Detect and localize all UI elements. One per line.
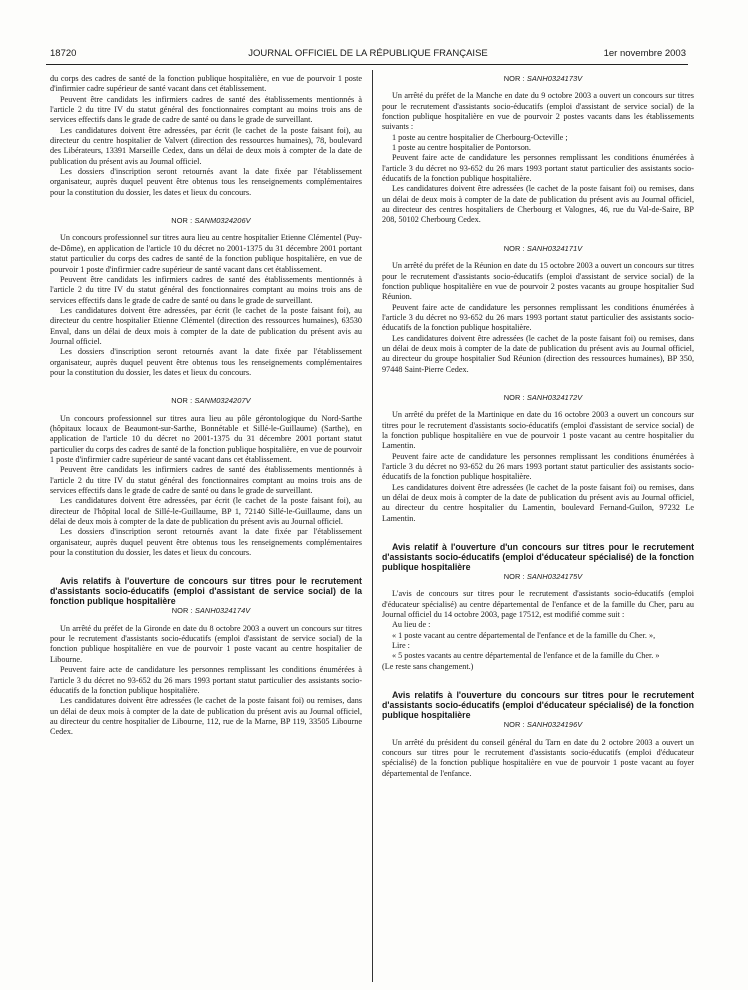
paragraph: Les candidatures doivent être adressées, par écrit (le cachet de la poste faisant foi), au directeur du centre hospitalier Etienne Clémentel (direction des ressources humaines), 63530 Enval, dans un délai de deux mois à compter de la date de publication du présent avis au Journal officiel.: [50, 305, 362, 346]
right-column: [382, 74, 694, 779]
section-title: Avis relatifs à l'ouverture du concours sur titres pour le recrutement d'assistants socio-éducatifs (emploi d'éducateur spécialisé) de la fonction publique hospitalière: [382, 690, 694, 721]
paragraph: 1 poste au centre hospitalier de Pontorson.: [392, 143, 531, 153]
paragraph: Peuvent faire acte de candidature les personnes remplissant les conditions énumérées à l'article 3 du décret no 93-652 du 26 mars 1993 portant statut particulier des assistants socio-éducatifs de la fonction publique hospitalière.: [50, 665, 362, 695]
paragraph: Un concours professionnel sur titres aura lieu au centre hospitalier Etienne Clémentel (Puy-de-Dôme), en application de l'article 10 du décret no 2001-1375 du 31 décembre 2001 portant statut particulier du corps des cadres de santé de la fonction publique hospitalière, en vue de pourvoir 1 poste d'infirmier cadre supérieur de santé vacant dans cet établissement.: [50, 233, 362, 274]
column-divider: [372, 70, 373, 982]
paragraph: Les dossiers d'inscription seront retournés avant la date fixée par l'établissement organisateur, auprès duquel peuvent être obtenus tous les renseignements complémentaires pour la constitution du dossier, les dates et lieux du concours.: [50, 167, 362, 197]
paragraph: Les candidatures doivent être adressées (le cachet de la poste faisant foi) ou remises, dans un délai de deux mois à compter de la date de publication du présent avis au Journal officiel, au directeur des centres hospitaliers de Cherbourg et Valognes, 46, rue du Val-de-Saire, BP 208, 50102 Cherbourg Cedex.: [382, 184, 694, 225]
paragraph: Peuvent être candidats les infirmiers cadres de santé des établissements mentionnés à l'article 2 du titre IV du statut général des fonctionnaires comptant au moins trois ans de services effectifs dans le grade de cadre de santé ou dans le grade de surveillant.: [50, 94, 362, 125]
nor-reference: NOR : SANH0324172V: [503, 392, 583, 402]
nor-reference: NOR : SANH0324174V: [171, 606, 251, 616]
nor-reference: NOR : SANM0324207V: [171, 396, 251, 406]
paragraph: Les candidatures doivent être adressées, par écrit (le cachet de la poste faisant foi), au directeur du centre hospitalier de Valvert (direction des ressources humaines), 78, boulevard des Libérateurs, 13391 Marseille Cedex, dans un délai de deux mois à compter de la date de publication du présent avis au Journal officiel.: [50, 125, 362, 166]
paragraph: Les candidatures doivent être adressées (le cachet de la poste faisant foi) ou remises, dans un délai de deux mois à compter de la date de publication du présent avis au Journal officiel, au directeur du centre hospitalier de Libourne, 112, rue de la Marne, BP 119, 33505 Libourne Cedex.: [50, 696, 362, 737]
paragraph: L'avis de concours sur titres pour le recrutement d'assistants socio-éducatifs (emploi d'éducateur spécialisé) au centre départemental de l'enfance et de la famille du Cher, paru au Journal officiel du 14 octobre 2003, page 17512, est modifié comme suit :: [382, 589, 694, 620]
paragraph: Un arrêté du préfet de la Réunion en date du 15 octobre 2003 a ouvert un concours sur titres pour le recrutement d'assistants socio-éducatifs (emploi d'assistant de service social) de la fonction publique hospitalière en vue de pourvoir 2 postes vacants au groupe hospitalier Sud Réunion.: [382, 261, 694, 302]
publication-date: 1er novembre 2003: [603, 48, 686, 59]
nor-reference: NOR : SANH0324175V: [503, 572, 583, 582]
paragraph: Un concours professionnel sur titres aura lieu au pôle gérontologique du Nord-Sarthe (hôpitaux locaux de Beaumont-sur-Sarthe, Bonnétable et Sillé-le-Guillaume) (Sarthe), en application de l'article 10 du décret no 2001-1375 du 31 décembre 2001 portant statut particulier du corps des cadres de santé de la fonction publique hospitalière, en vue de pourvoir 1 poste d'infirmier cadre supérieur de santé vacant dans cet établissement.: [50, 413, 362, 464]
paragraph: Un arrêté du préfet de la Martinique en date du 16 octobre 2003 a ouvert un concours sur titres pour le recrutement d'assistants socio-éducatifs (emploi d'assistant de service social) de la fonction publique hospitalière en vue de pourvoir 1 poste vacant au centre hospitalier du Lamentin.: [382, 410, 694, 451]
header-rule: [46, 64, 688, 65]
paragraph: Peuvent faire acte de candidature les personnes remplissant les conditions énumérées à l'article 3 du décret no 93-652 du 26 mars 1993 portant statut particulier des assistants socio-éducatifs de la fonction publique hospitalière.: [382, 302, 694, 333]
paragraph: Un arrêté du président du conseil général du Tarn en date du 2 octobre 2003 a ouvert un concours sur titres pour le recrutement d'assistants socio-éducatifs (emploi d'éducateur spécialisé) de la fonction publique hospitalière en vue de pourvoir 1 poste vacant au foyer départemental de l'enfance.: [382, 737, 694, 778]
paragraph: 1 poste au centre hospitalier de Cherbourg-Octeville ;: [392, 132, 568, 142]
left-column: [50, 74, 362, 738]
paragraph: « 1 poste vacant au centre départemental de l'enfance et de la famille du Cher. »,: [392, 630, 656, 640]
nor-reference: NOR : SANH0324196V: [503, 720, 583, 730]
paragraph: Peuvent faire acte de candidature les personnes remplissant les conditions énumérées à l'article 3 du décret no 93-652 du 26 mars 1993 portant statut particulier des assistants socio-éducatifs de la fonction publique hospitalière.: [382, 451, 694, 482]
section-title: Avis relatifs à l'ouverture de concours sur titres pour le recrutement d'assistants socio-éducatifs (emploi d'assistant de service social) de la fonction publique hospitalière: [50, 576, 362, 607]
paragraph: Peuvent faire acte de candidature les personnes remplissant les conditions énumérées à l'article 3 du décret no 93-652 du 26 mars 1993 portant statut particulier des assistants socio-éducatifs de la fonction publique hospitalière.: [382, 153, 694, 184]
paragraph: Au lieu de :: [392, 620, 431, 630]
paragraph: Les candidatures doivent être adressées (le cachet de la poste faisant foi) ou remises, dans un délai de deux mois à compter de la date de publication du présent avis au Journal officiel, au directeur du groupe hospitalier Sud Réunion (direction des ressources humaines), BP 350, 97448 Saint-Pierre Cedex.: [382, 333, 694, 374]
paragraph: Lire :: [392, 641, 410, 651]
page-header: [50, 48, 686, 64]
paragraph: Un arrêté du préfet de la Gironde en date du 8 octobre 2003 a ouvert un concours sur titres pour le recrutement d'assistants socio-éducatifs (emploi d'assistant de service social) de la fonction publique hospitalière en vue de pourvoir 1 poste vacant au centre hospitalier de Libourne.: [50, 623, 362, 664]
paragraph: Les dossiers d'inscription seront retournés avant la date fixée par l'établissement organisateur, auprès duquel peuvent être obtenus tous les renseignements complémentaires pour la constitution du dossier, les dates et lieux du concours.: [50, 347, 362, 377]
paragraph: (Le reste sans changement.): [382, 661, 474, 671]
paragraph: Les candidatures doivent être adressées (le cachet de la poste faisant foi) ou remises, dans un délai de deux mois à compter de la date de publication du présent avis au Journal officiel, au directeur du centre hospitalier du Lamentin, boulevard Fernand-Guilon, 97232 Le Lamentin.: [382, 482, 694, 523]
nor-reference: NOR : SANM0324206V: [171, 216, 251, 226]
paragraph: Peuvent être candidats les infirmiers cadres de santé des établissements mentionnés à l'article 2 du titre IV du statut général des fonctionnaires comptant au moins trois ans de services effectifs dans le grade de cadre de santé ou dans le grade de surveillant.: [50, 274, 362, 305]
section-title: Avis relatif à l'ouverture d'un concours sur titres pour le recrutement d'assistants socio-éducatifs (emploi d'éducateur spécialisé) de la fonction publique hospitalière: [382, 542, 694, 573]
nor-reference: NOR : SANH0324171V: [503, 243, 583, 253]
page-number: 18720: [50, 48, 77, 59]
journal-title: JOURNAL OFFICIEL DE LA RÉPUBLIQUE FRANÇAISE: [248, 48, 488, 59]
paragraph: Les dossiers d'inscription seront retournés avant la date fixée par l'établissement organisateur, auprès duquel peuvent être obtenus tous les renseignements complémentaires pour la constitution du dossier, les dates et lieux du concours.: [50, 527, 362, 558]
nor-reference: NOR : SANH0324173V: [503, 74, 583, 83]
paragraph: Les candidatures doivent être adressées, par écrit (le cachet de la poste faisant foi), au directeur de l'hôpital local de Sillé-le-Guillaume, BP 1, 72140 Sillé-le-Guillaume, dans un délai de deux mois à compter de la date de publication du présent avis au Journal officiel.: [50, 496, 362, 527]
paragraph: Un arrêté du préfet de la Manche en date du 9 octobre 2003 a ouvert un concours sur titres pour le recrutement d'assistants socio-éducatifs (emploi d'assistant de service social) de la fonction publique hospitalière en vue de pourvoir 2 postes vacants dans les établissements suivants :: [382, 91, 694, 132]
paragraph: Peuvent être candidats les infirmiers cadres de santé des établissements mentionnés à l'article 2 du titre IV du statut général des fonctionnaires comptant au moins trois ans de services effectifs dans le grade de cadre de santé ou dans le grade de surveillant.: [50, 465, 362, 496]
paragraph: du corps des cadres de santé de la fonction publique hospitalière, en vue de pourvoir 1 poste d'infirmier cadre supérieur de santé vacant dans cet établissement.: [50, 74, 362, 94]
paragraph: « 5 postes vacants au centre départemental de l'enfance et de la famille du Cher. »: [392, 651, 660, 661]
